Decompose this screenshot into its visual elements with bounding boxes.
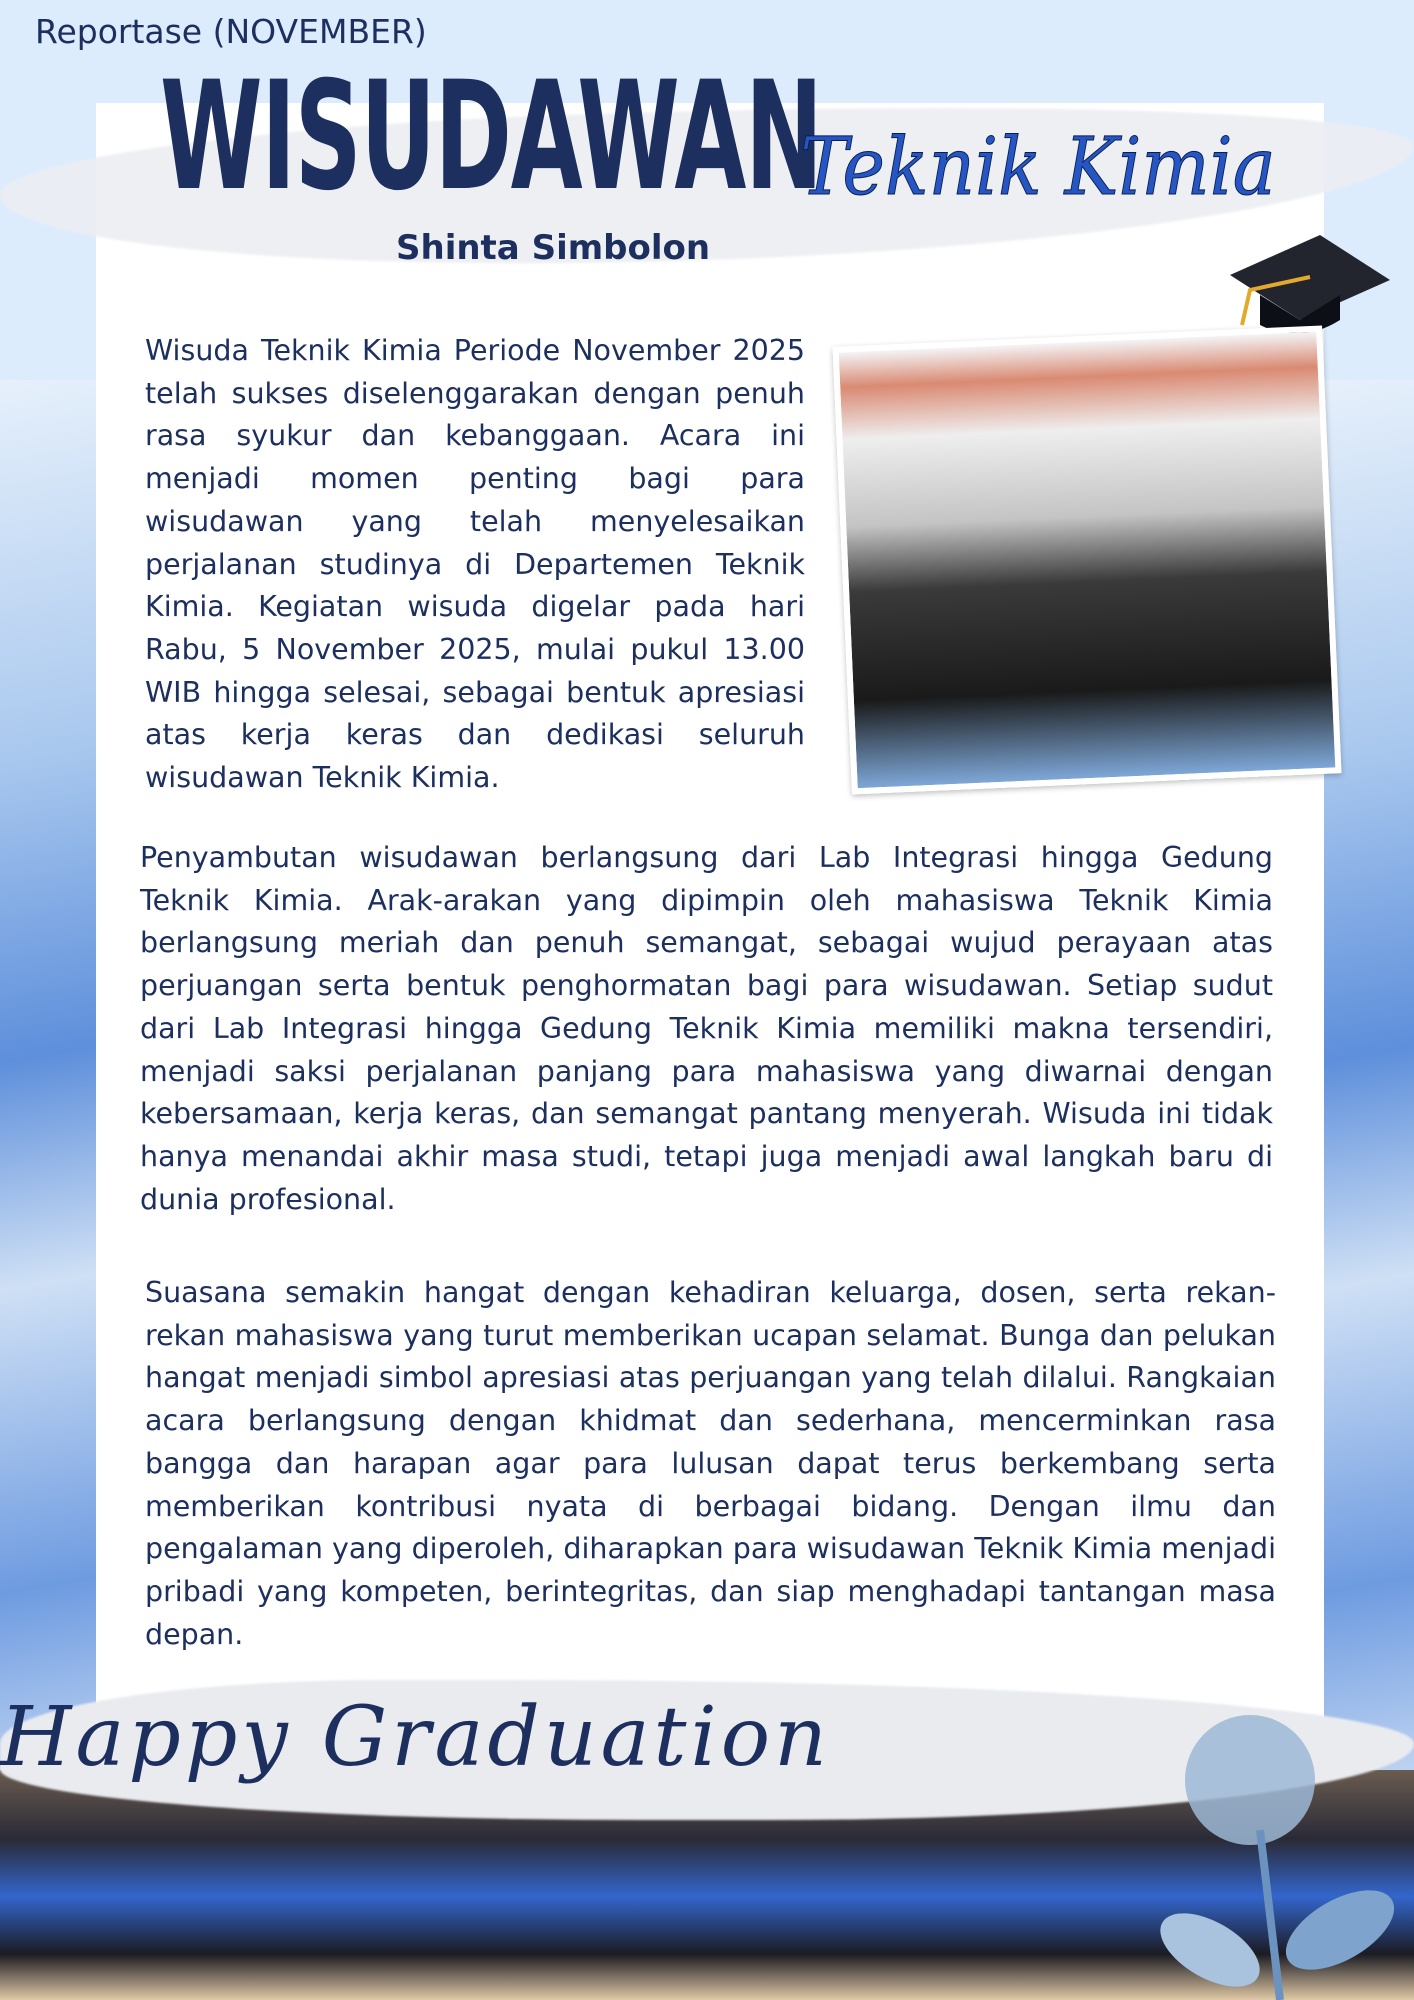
- script-subtitle-text: Teknik Kimia: [800, 120, 1276, 213]
- paragraph-3: Suasana semakin hangat dengan kehadiran keluarga, dosen, serta rekan-rekan mahasiswa yang turut memberikan ucapan selamat. Bunga dan pelukan hangat menjadi simbol apresiasi atas perjuangan yang telah dilalui. Rangkaian acara berlangsung dengan khidmat dan sederhana, mencerminkan rasa bangga dan harapan agar para lulusan dapat terus berkembang serta memberikan kontribusi nyata di berbagai bidang. Dengan ilmu dan pengalaman yang diperoleh, diharapkan para wisudawan Teknik Kimia menjadi pribadi yang kompeten, berintegritas, dan siap menghadapi tantangan masa depan.: [145, 1276, 1276, 1651]
- group-photo: [832, 326, 1341, 795]
- flower-decoration-icon: [1150, 1700, 1414, 2000]
- happy-graduation-script: Happy Graduation: [0, 1690, 831, 1785]
- author-name: Shinta Simbolon: [396, 228, 711, 268]
- page-title: WISUDAWAN: [160, 50, 822, 224]
- paragraph-2: Penyambutan wisudawan berlangsung dari Lab Integrasi hingga Gedung Teknik Kimia. Arak-arakan yang dipimpin oleh mahasiswa Teknik Kimia berlangsung meriah dan penuh semangat, sebagai wujud perayaan atas perjuangan serta bentuk penghormatan bagi para wisudawan. Setiap sudut dari Lab Integrasi hingga Gedung Teknik Kimia memiliki makna tersendiri, menjadi saksi perjalanan panjang para mahasiswa yang diwarnai dengan kebersamaan, kerja keras, dan semangat pantang menyerah. Wisuda ini tidak hanya menandai akhir masa studi, tetapi juga menjadi awal langkah baru di dunia profesional.: [140, 841, 1273, 1216]
- paragraph-1: Wisuda Teknik Kimia Periode November 2025 telah sukses diselenggarakan dengan penuh rasa syukur dan kebanggaan. Acara ini menjadi momen penting bagi para wisudawan yang telah menyelesaikan perjalanan studinya di Departemen Teknik Kimia. Kegiatan wisuda digelar pada hari Rabu, 5 November 2025, mulai pukul 13.00 WIB hingga selesai, sebagai bentuk apresiasi atas kerja keras dan dedikasi seluruh wisudawan Teknik Kimia.: [145, 334, 805, 795]
- script-subtitle: [800, 120, 1276, 213]
- left-brush-decoration: [0, 380, 100, 1880]
- kicker: Reportase (NOVEMBER): [35, 12, 427, 51]
